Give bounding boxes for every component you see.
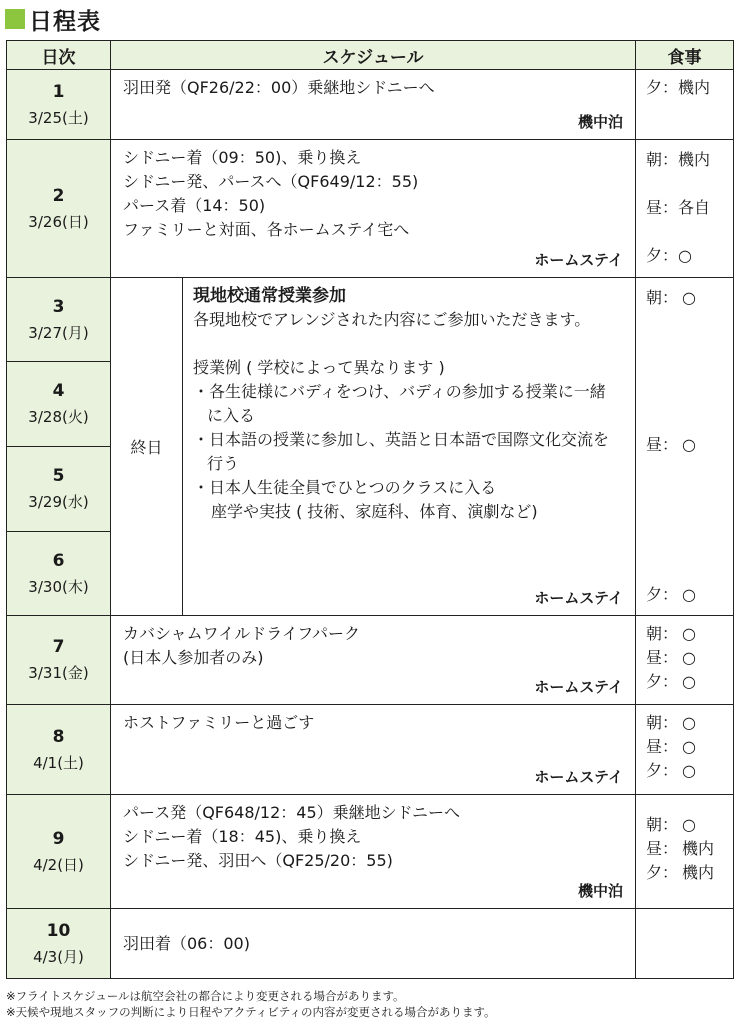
example-title: 授業例 ( 学校によって異なります ) (193, 358, 445, 377)
stay-label: 機中泊 (578, 882, 624, 900)
day-date: 3/26(日) (28, 212, 89, 231)
school-intro: 各現地校でアレンジされた内容にご参加いただきます。 (193, 310, 591, 329)
meal-item: 朝： ○ (646, 288, 696, 307)
day-date: 4/2(日) (33, 855, 84, 874)
meal-item: 朝：機内 (646, 150, 711, 169)
day-cell (7, 909, 111, 979)
day-number: 2 (52, 185, 65, 206)
schedule-cell (111, 705, 636, 795)
meal-cell (636, 616, 734, 705)
school-schedule-cell (183, 278, 636, 616)
day-cell (7, 278, 111, 362)
meal-cell (636, 705, 734, 795)
meal-item: 昼： ○ (646, 648, 696, 667)
meal-item: 昼： 機内 (646, 839, 715, 858)
meal-cell (636, 278, 734, 616)
table-row (7, 616, 734, 705)
table-row (7, 278, 734, 362)
schedule-line: シドニー着（18：45)、乗り換え (123, 827, 362, 846)
header-schedule: スケジュール (111, 41, 636, 70)
day-cell (7, 705, 111, 795)
day-number: 5 (52, 466, 65, 486)
meal-cell (636, 909, 734, 979)
day-number: 3 (52, 296, 65, 317)
day-date: 3/27(月) (28, 323, 89, 342)
day-cell (7, 447, 111, 532)
day-cell (7, 616, 111, 705)
day-number: 8 (52, 726, 65, 747)
schedule-table (6, 40, 734, 979)
meal-item: 夕：機内 (646, 78, 711, 97)
example-subitem: 座学や実技 ( 技術、家庭科、体育、演劇など) (211, 502, 538, 521)
schedule-line: ホストファミリーと過ごす (123, 713, 315, 732)
meal-item: 夕： ○ (646, 672, 696, 691)
page-title (5, 4, 101, 34)
day-number: 1 (52, 81, 65, 102)
schedule-line: カバシャムワイルドライフパーク (123, 624, 360, 643)
meal-item: 朝： ○ (646, 815, 696, 834)
title-text: 日程表 (29, 8, 101, 35)
day-cell (7, 70, 111, 140)
footnote: ※フライトスケジュールは航空会社の都合により変更される場合があります。 (6, 989, 405, 1003)
meal-item: 朝： ○ (646, 624, 696, 643)
day-date: 4/1(土) (33, 753, 84, 772)
day-date: 4/3(月) (33, 947, 84, 966)
schedule-cell (111, 70, 636, 140)
stay-label: ホームステイ (534, 678, 624, 696)
day-number: 6 (52, 550, 65, 571)
example-item: ・日本人生徒全員でひとつのクラスに入る (193, 478, 497, 497)
table-row (7, 70, 734, 140)
meal-item: 昼： ○ (646, 435, 696, 454)
school-heading: 現地校通常授業参加 (193, 286, 346, 306)
header-day: 日次 (7, 41, 111, 70)
meal-cell (636, 140, 734, 278)
stay-label: 機中泊 (578, 113, 624, 131)
footnotes (6, 988, 496, 1020)
schedule-line: 羽田発（QF26/22：00）乗継地シドニーへ (123, 78, 435, 97)
day-date: 3/30(木) (28, 577, 89, 596)
schedule-line: (日本人参加者のみ) (123, 648, 264, 667)
example-item: ・各生徒様にバディをつけ、バディの参加する授業に一緒に入る (193, 382, 606, 425)
table-row (7, 705, 734, 795)
table-row (7, 795, 734, 909)
schedule-line: シドニー着（09：50)、乗り換え (123, 148, 362, 167)
allday-cell: 終日 (111, 278, 183, 616)
meal-item: 昼： ○ (646, 737, 696, 756)
day-date: 3/25(土) (28, 108, 89, 127)
meal-cell (636, 795, 734, 909)
meal-item: 昼：各自 (646, 198, 711, 217)
schedule-line: パース発（QF648/12：45）乗継地シドニーへ (123, 803, 461, 822)
day-cell (7, 532, 111, 616)
schedule-line: シドニー発、パースへ（QF649/12：55) (123, 172, 419, 191)
day-cell (7, 362, 111, 447)
schedule-line: 羽田着（06：00) (123, 933, 250, 953)
schedule-line: シドニー発、羽田へ（QF25/20：55) (123, 851, 393, 870)
meal-item: 夕： 機内 (646, 863, 715, 882)
schedule-cell (111, 616, 636, 705)
day-date: 3/28(火) (28, 408, 89, 426)
meal-item: 夕： ○ (646, 585, 696, 604)
day-cell (7, 140, 111, 278)
day-date: 3/31(金) (28, 664, 89, 682)
header-row (7, 41, 734, 70)
day-number: 4 (52, 381, 65, 401)
meal-item: 朝： ○ (646, 713, 696, 732)
stay-label: ホームステイ (534, 768, 624, 786)
footnote: ※天候や現地スタッフの判断により日程やアクティビティの内容が変更される場合があります。 (6, 1005, 496, 1019)
day-number: 7 (52, 637, 65, 657)
header-meal: 食事 (636, 41, 734, 70)
table-row (7, 909, 734, 979)
table-row (7, 140, 734, 278)
stay-label: ホームステイ (534, 251, 624, 269)
schedule-line: ファミリーと対面、各ホームステイ宅へ (123, 220, 410, 239)
title-marker (5, 9, 25, 29)
meal-cell (636, 70, 734, 140)
schedule-line: パース着（14：50) (123, 196, 266, 215)
stay-label: ホームステイ (534, 589, 624, 607)
day-cell (7, 795, 111, 909)
schedule-cell (111, 909, 636, 979)
day-number: 10 (46, 920, 71, 941)
day-number: 9 (52, 828, 65, 849)
meal-item: 夕： ○ (646, 761, 696, 780)
day-date: 3/29(水) (28, 493, 89, 511)
schedule-cell (111, 140, 636, 278)
example-item: ・日本語の授業に参加し、英語と日本語で国際文化交流を行う (193, 430, 610, 473)
meal-item: 夕：○ (646, 246, 692, 265)
schedule-cell (111, 795, 636, 909)
